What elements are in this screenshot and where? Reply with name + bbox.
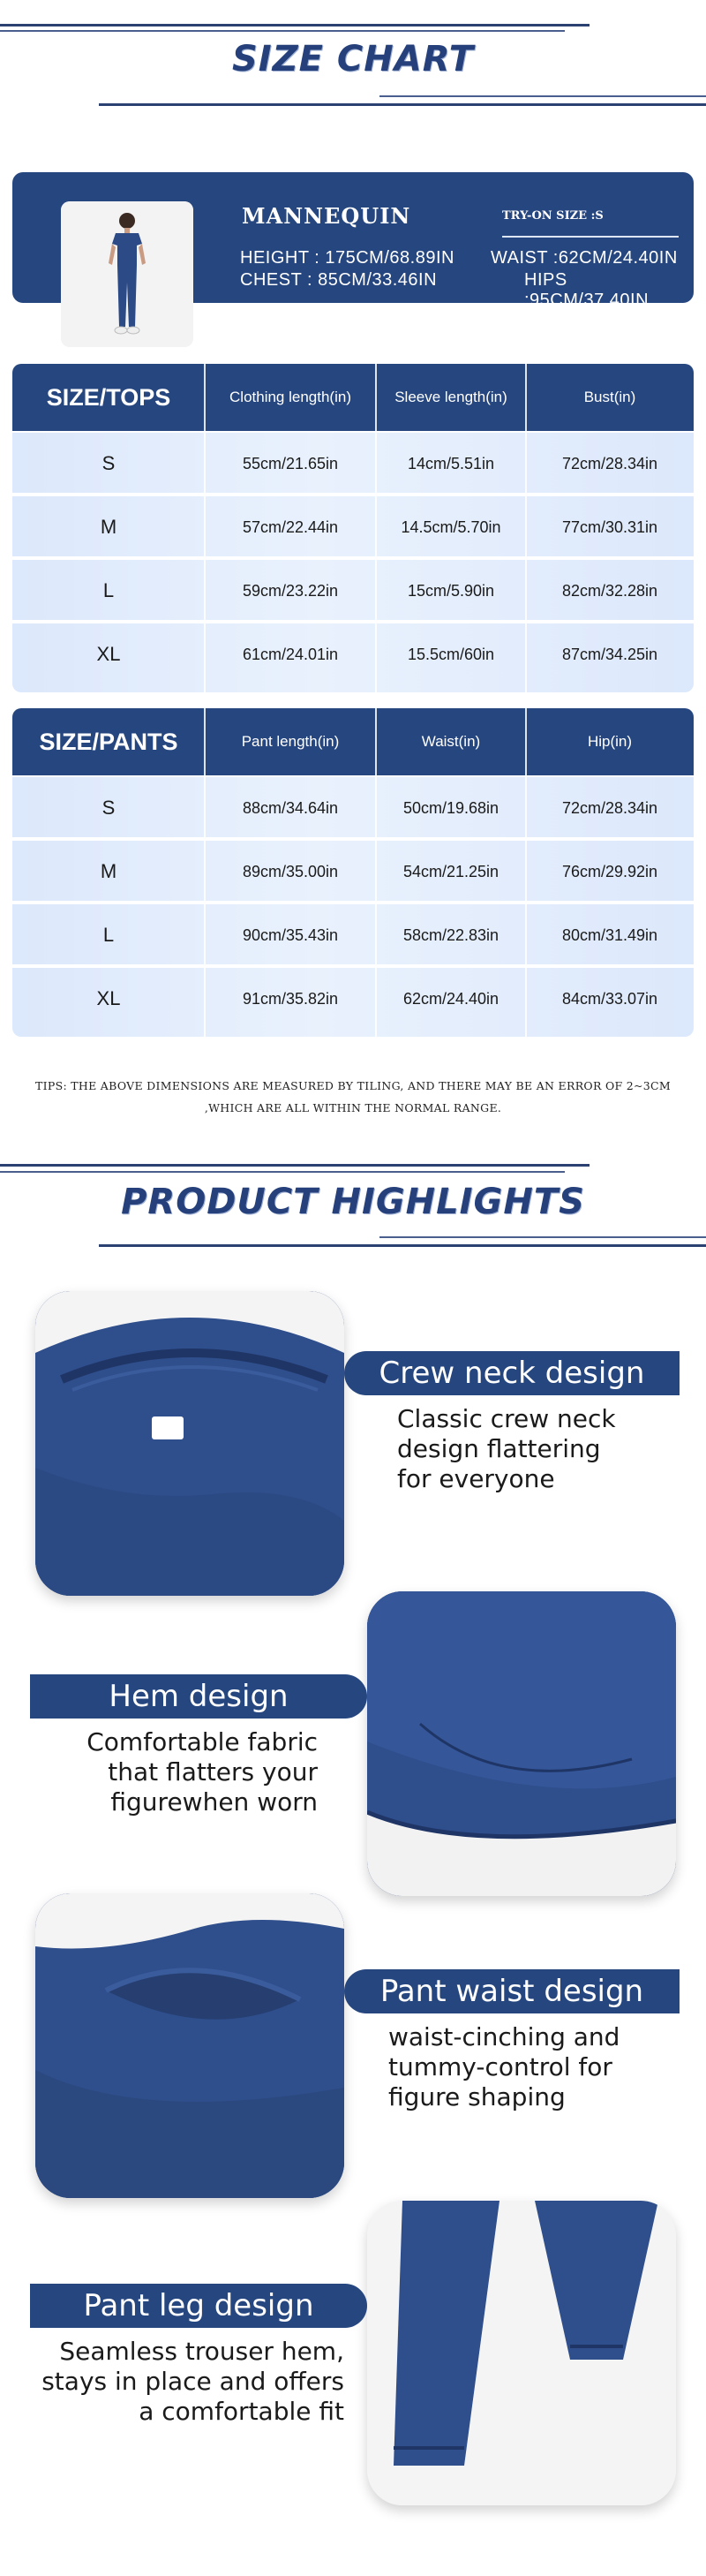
pant-waist-label: Pant waist design xyxy=(344,1969,680,2013)
mannequin-chest: CHEST : 85CM/33.46IN xyxy=(240,270,438,290)
pant-leg-description: Seamless trouser hem, stays in place and offers a comfortable fit xyxy=(41,2337,344,2426)
tops-header-bust: Bust(in) xyxy=(583,389,636,405)
crew-neck-label: Crew neck design xyxy=(344,1351,680,1395)
bust-cell: 77cm/30.31in xyxy=(561,517,658,536)
pant-length-cell: 89cm/35.00in xyxy=(242,862,339,880)
table-row xyxy=(12,775,694,837)
pants-header-size: SIZE/PANTS xyxy=(39,728,178,755)
column-divider xyxy=(375,364,377,692)
pants-header-waist: Waist(in) xyxy=(421,733,481,750)
table-row xyxy=(12,903,694,964)
mannequin-title: MANNEQUIN xyxy=(242,203,411,229)
table-row xyxy=(12,966,694,1037)
model-photo xyxy=(61,201,193,347)
sleeve-length-cell: 15.5cm/60in xyxy=(407,645,495,663)
pant-waist-description: waist-cinching and tummy-control for figure shaping xyxy=(388,2022,620,2111)
hip-cell: 76cm/29.92in xyxy=(561,862,658,880)
crew-neck-photo xyxy=(35,1291,344,1596)
column-divider xyxy=(204,708,206,1037)
divider-top-right-thin xyxy=(379,95,706,97)
column-divider xyxy=(525,708,527,1037)
sleeve-length-cell: 15cm/5.90in xyxy=(407,581,495,600)
try-on-size: TRY-ON SIZE :S xyxy=(502,209,604,223)
pant-length-cell: 88cm/34.64in xyxy=(242,798,339,817)
mannequin-hips: HIPS :95CM/37.40IN xyxy=(524,270,650,310)
table-row xyxy=(12,495,694,556)
hem-photo xyxy=(367,1591,676,1896)
size-cell: L xyxy=(102,924,115,946)
divider-mid-right-thin xyxy=(379,1236,706,1238)
table-row xyxy=(12,839,694,901)
size-chart-title: SIZE CHART xyxy=(231,39,475,79)
pant-length-cell: 90cm/35.43in xyxy=(242,925,339,944)
hem-description: Comfortable fabric that flatters your figurewhen worn xyxy=(86,1727,318,1817)
product-highlights-title: PRODUCT HIGHLIGHTS xyxy=(121,1182,585,1222)
table-row xyxy=(12,431,694,493)
size-cell: M xyxy=(100,860,117,882)
tops-header-sleeve-length: Sleeve length(in) xyxy=(394,389,507,405)
pants-header-hip: Hip(in) xyxy=(587,733,633,750)
pants-header-pant-length: Pant length(in) xyxy=(241,733,340,750)
bust-cell: 72cm/28.34in xyxy=(561,454,658,472)
bust-cell: 87cm/34.25in xyxy=(561,645,658,663)
sleeve-length-cell: 14.5cm/5.70in xyxy=(401,517,501,536)
table-row xyxy=(12,622,694,692)
pant-leg-label: Pant leg design xyxy=(30,2284,367,2328)
clothing-length-cell: 57cm/22.44in xyxy=(242,517,339,536)
crew-neck-description: Classic crew neck design flattering for everyone xyxy=(397,1404,616,1493)
clothing-length-cell: 59cm/23.22in xyxy=(242,581,339,600)
pant-leg-photo xyxy=(367,2201,676,2505)
tops-size-table xyxy=(12,364,694,692)
divider-top-left-thin xyxy=(0,30,565,32)
size-cell: XL xyxy=(96,643,121,665)
hip-cell: 72cm/28.34in xyxy=(561,798,658,817)
pants-size-table xyxy=(12,708,694,1037)
mannequin-banner xyxy=(12,172,694,310)
divider-mid-left-thin xyxy=(0,1171,565,1173)
size-cell: XL xyxy=(96,987,121,1009)
pant-length-cell: 91cm/35.82in xyxy=(242,989,339,1008)
hip-cell: 80cm/31.49in xyxy=(561,925,658,944)
divider-mid-right xyxy=(99,1244,706,1247)
column-divider xyxy=(204,364,206,692)
hem-label: Hem design xyxy=(30,1674,367,1719)
column-divider xyxy=(375,708,377,1037)
divider-mid-left xyxy=(0,1164,590,1167)
table-row xyxy=(12,558,694,620)
divider-top-right xyxy=(99,103,706,106)
waist-cell: 62cm/24.40in xyxy=(402,989,499,1008)
tops-table-header xyxy=(12,364,694,431)
size-cell: M xyxy=(100,516,117,538)
try-on-underline xyxy=(502,236,679,238)
pant-waist-photo xyxy=(35,1893,344,2198)
bust-cell: 82cm/32.28in xyxy=(561,581,658,600)
size-cell: S xyxy=(101,452,116,474)
waist-cell: 50cm/19.68in xyxy=(402,798,499,817)
hip-cell: 84cm/33.07in xyxy=(561,989,658,1008)
waist-cell: 58cm/22.83in xyxy=(402,925,499,944)
pants-table-header xyxy=(12,708,694,775)
clothing-length-cell: 55cm/21.65in xyxy=(242,454,339,472)
clothing-length-cell: 61cm/24.01in xyxy=(242,645,339,663)
sleeve-length-cell: 14cm/5.51in xyxy=(407,454,495,472)
tops-header-size: SIZE/TOPS xyxy=(46,383,171,411)
divider-top-left xyxy=(0,24,590,26)
mannequin-height: HEIGHT : 175CM/68.89IN xyxy=(240,248,454,268)
column-divider xyxy=(525,364,527,692)
mannequin-waist: WAIST :62CM/24.40IN xyxy=(491,248,678,268)
tips-line-2: ,WHICH ARE ALL WITHIN THE NORMAL RANGE. xyxy=(204,1101,502,1114)
size-cell: S xyxy=(101,797,116,819)
waist-cell: 54cm/21.25in xyxy=(402,862,499,880)
size-cell: L xyxy=(102,579,115,601)
tips-line-1: TIPS: THE ABOVE DIMENSIONS ARE MEASURED BY TILING, AND THERE MAY BE AN ERROR OF 2~3CM xyxy=(35,1079,671,1092)
tops-header-clothing-length: Clothing length(in) xyxy=(229,389,351,405)
